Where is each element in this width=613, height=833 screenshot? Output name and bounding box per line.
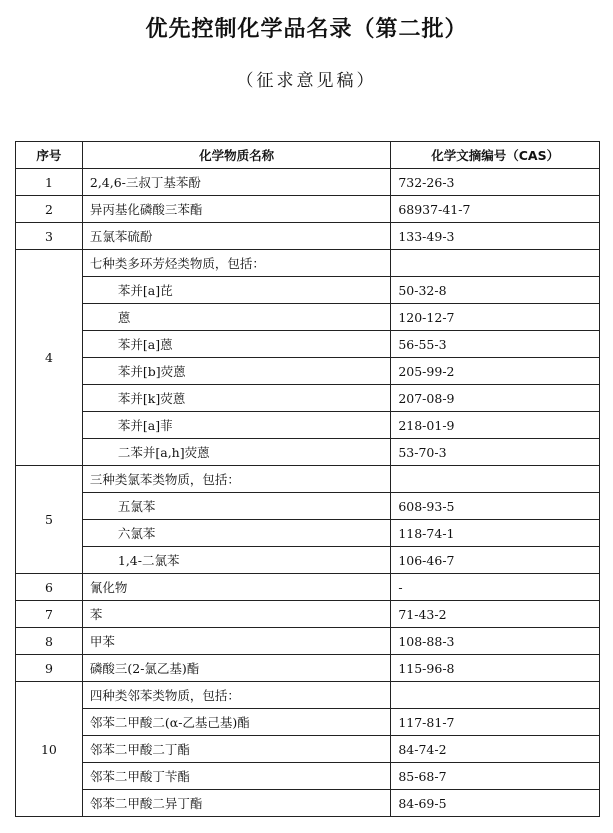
table-row [16, 709, 600, 736]
chemical-name: 2,4,6-三叔丁基苯酚 [82, 169, 390, 196]
cas-number: 53-70-3 [391, 439, 600, 466]
table-row [16, 574, 600, 601]
table-row [16, 628, 600, 655]
chemical-name: 六氯苯 [82, 520, 390, 547]
cas-number: 205-99-2 [391, 358, 600, 385]
cas-number: 207-08-9 [391, 385, 600, 412]
row-number: 1 [16, 169, 83, 196]
cas-number: 133-49-3 [391, 223, 600, 250]
row-number: 10 [16, 682, 83, 817]
table-row [16, 196, 600, 223]
cas-number: 106-46-7 [391, 547, 600, 574]
table-row [16, 601, 600, 628]
chemicals-table [15, 141, 600, 817]
cas-number: 84-74-2 [391, 736, 600, 763]
table-row [16, 655, 600, 682]
document-subtitle: （征求意见稿） [236, 71, 377, 91]
chemical-name: 苯并[a]菲 [82, 412, 390, 439]
chemical-name: 邻苯二甲酸二(α-乙基己基)酯 [82, 709, 390, 736]
cas-number: 118-74-1 [391, 520, 600, 547]
chemical-name: 二苯并[a,h]荧蒽 [82, 439, 390, 466]
cas-number: 120-12-7 [391, 304, 600, 331]
row-number: 4 [16, 250, 83, 466]
chemical-name: 五氯苯硫酚 [82, 223, 390, 250]
chemical-name: 苯并[k]荧蒽 [82, 385, 390, 412]
chemical-name: 邻苯二甲酸丁苄酯 [82, 763, 390, 790]
cas-number: 732-26-3 [391, 169, 600, 196]
row-number: 8 [16, 628, 83, 655]
table-row [16, 763, 600, 790]
cas-number [391, 682, 600, 709]
cas-number: 108-88-3 [391, 628, 600, 655]
chemical-name: 苯并[b]荧蒽 [82, 358, 390, 385]
table-row [16, 358, 600, 385]
row-number: 7 [16, 601, 83, 628]
cas-number: 608-93-5 [391, 493, 600, 520]
chemical-name: 氰化物 [82, 574, 390, 601]
chemical-name: 1,4-二氯苯 [82, 547, 390, 574]
row-number: 6 [16, 574, 83, 601]
cas-number: 71-43-2 [391, 601, 600, 628]
table-row [16, 466, 600, 493]
chemical-name: 四种类邻苯类物质，包括： [82, 682, 390, 709]
header-cas: 化学文摘编号（CAS） [391, 142, 600, 169]
row-number: 3 [16, 223, 83, 250]
table-row [16, 277, 600, 304]
header-number: 序号 [16, 142, 83, 169]
cas-number: 218-01-9 [391, 412, 600, 439]
table-row [16, 682, 600, 709]
chemical-name: 苯并[a]芘 [82, 277, 390, 304]
row-number: 9 [16, 655, 83, 682]
table-header-row [16, 142, 600, 169]
table-row [16, 790, 600, 817]
table-row [16, 439, 600, 466]
table-row [16, 223, 600, 250]
cas-number: 117-81-7 [391, 709, 600, 736]
table-row [16, 493, 600, 520]
table-row [16, 520, 600, 547]
table-row [16, 331, 600, 358]
cas-number: 68937-41-7 [391, 196, 600, 223]
cas-number: 84-69-5 [391, 790, 600, 817]
table-row [16, 250, 600, 277]
chemical-name: 七种类多环芳烃类物质，包括： [82, 250, 390, 277]
header-chemical-name: 化学物质名称 [82, 142, 390, 169]
cas-number: 115-96-8 [391, 655, 600, 682]
cas-number: 85-68-7 [391, 763, 600, 790]
row-number: 5 [16, 466, 83, 574]
table-body [16, 169, 600, 817]
chemical-name: 五氯苯 [82, 493, 390, 520]
chemical-name: 蒽 [82, 304, 390, 331]
chemical-name: 苯 [82, 601, 390, 628]
chemical-name: 甲苯 [82, 628, 390, 655]
cas-number: 50-32-8 [391, 277, 600, 304]
chemical-name: 邻苯二甲酸二异丁酯 [82, 790, 390, 817]
table-row [16, 304, 600, 331]
chemical-name: 磷酸三(2-氯乙基)酯 [82, 655, 390, 682]
cas-number: 56-55-3 [391, 331, 600, 358]
cas-number [391, 466, 600, 493]
table-row [16, 736, 600, 763]
chemical-name: 苯并[a]蒽 [82, 331, 390, 358]
table-row [16, 169, 600, 196]
chemical-name: 三种类氯苯类物质，包括： [82, 466, 390, 493]
document-title: 优先控制化学品名录（第二批） [145, 17, 468, 42]
row-number: 2 [16, 196, 83, 223]
table-row [16, 412, 600, 439]
cas-number [391, 250, 600, 277]
chemical-name: 异丙基化磷酸三苯酯 [82, 196, 390, 223]
table-row [16, 547, 600, 574]
cas-number: - [391, 574, 600, 601]
table-row [16, 385, 600, 412]
chemical-name: 邻苯二甲酸二丁酯 [82, 736, 390, 763]
